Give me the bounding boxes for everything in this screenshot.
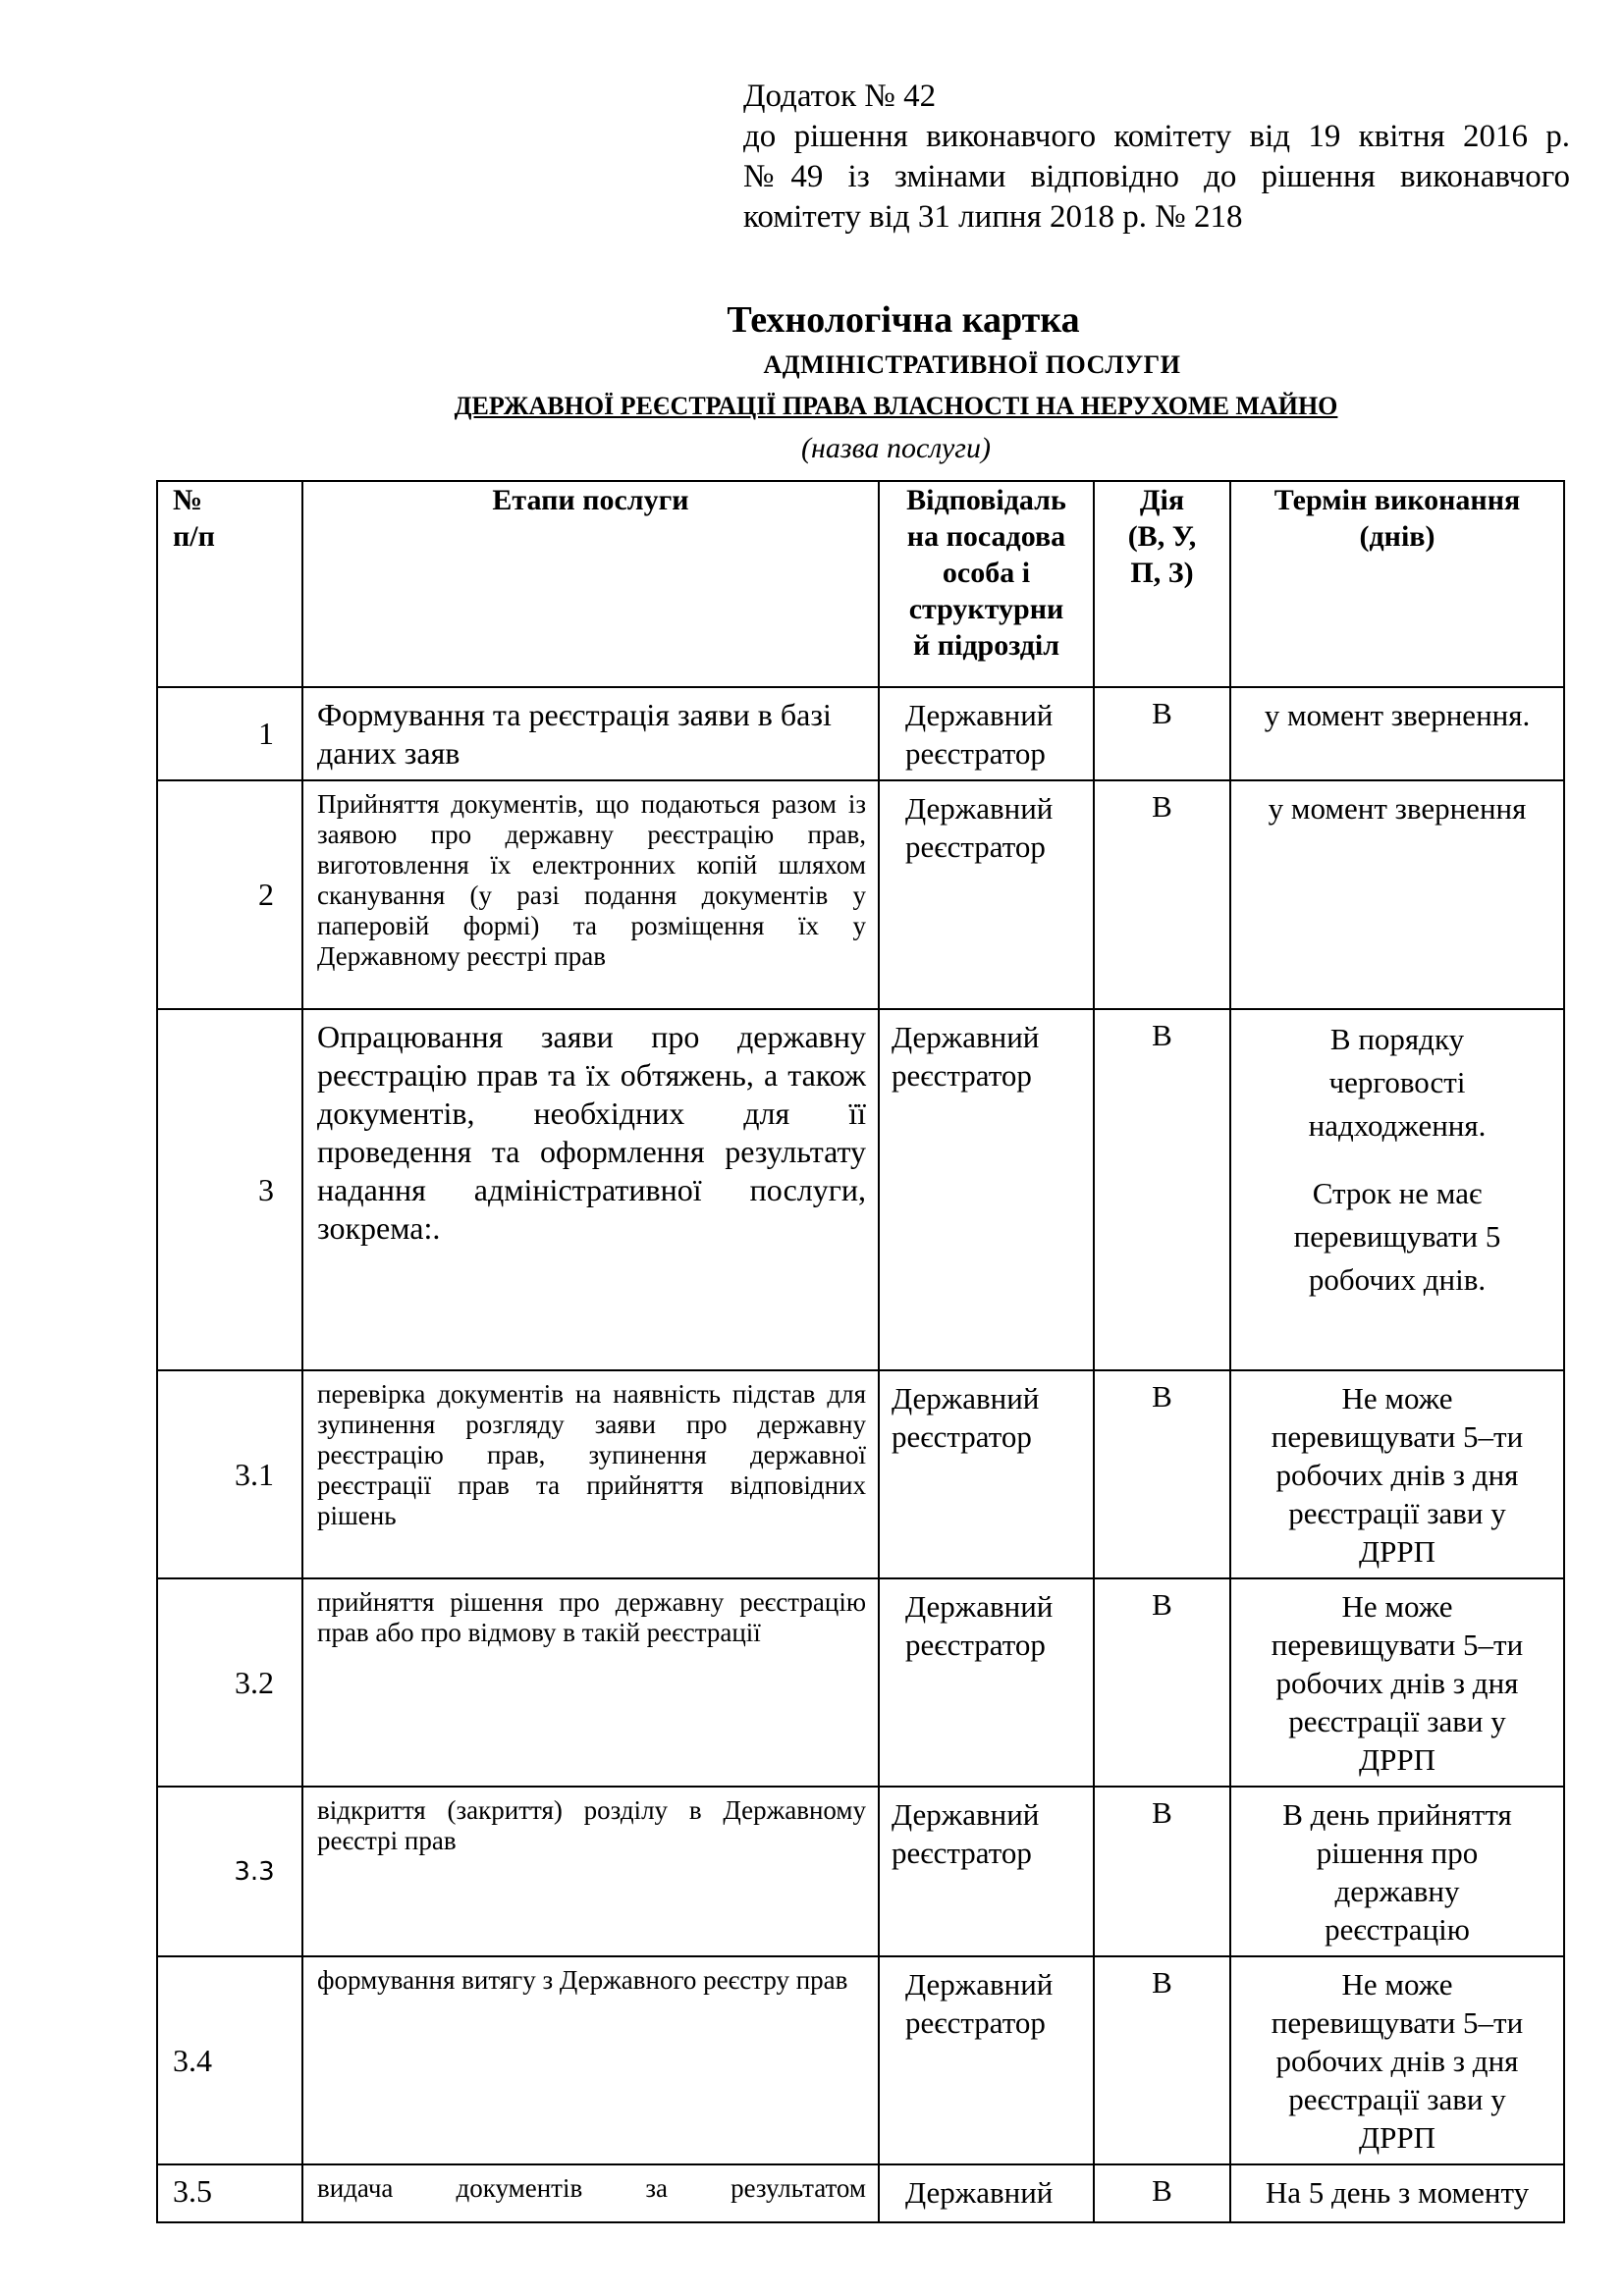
header-responsible-l4: структурни [908,593,1064,625]
row-responsible-l1: Державний [892,1020,1040,1054]
table-row [157,1009,1564,1370]
row-term: у момент звернення [1230,780,1564,1009]
document-subtitle: АДМІНІСТРАТИВНОЇ ПОСЛУГИ [763,350,1181,379]
row-number: 3 [157,1009,302,1370]
header-action-l1: Дія [1139,484,1185,516]
row-responsible [879,687,1094,780]
addendum-block [743,77,1570,238]
row-responsible [879,1009,1094,1370]
row-action: В [1094,687,1230,780]
row-responsible [879,1956,1094,2164]
row-number: 3.2 [157,1578,302,1787]
row-stage: відкриття (закриття) розділу в Державному реєстрі прав [302,1787,879,1956]
row-term: В день прийняття рішення про державну реєстрацію [1230,1787,1564,1956]
row-number: 2 [157,780,302,1009]
row-stage: формування витягу з Державного реєстру прав [302,1956,879,2164]
table-row [157,687,1564,780]
header-action [1094,481,1230,687]
table-row [157,1578,1564,1787]
row-responsible-l1: Державний [905,1589,1054,1624]
row-responsible-l1: Державний [905,698,1054,732]
row-action: В [1094,1956,1230,2164]
row-responsible [879,1787,1094,1956]
header-number [157,481,302,687]
header-stages: Етапи послуги [302,481,879,687]
header-responsible-l3: особа і [942,557,1031,589]
row-action: В [1094,1009,1230,1370]
row-term-order: В порядку черговості надходження. [1308,1022,1487,1143]
row-stage: Формування та реєстрація заяви в базі даних заяв [302,687,879,780]
row-responsible-l1: Державний [892,1381,1040,1415]
header-number-symbol: № [173,484,203,516]
row-responsible-l1: Державний [892,1797,1040,1832]
row-term: Не може перевищувати 5–ти робочих днів з дня реєстрації зави у ДРРП [1230,1956,1564,2164]
table-row [157,780,1564,1009]
row-responsible-l1: Державний [905,2175,1054,2210]
row-number: 3.5 [157,2164,302,2222]
row-responsible-l2: реєстратор [905,736,1046,771]
table-row [157,1956,1564,2164]
row-responsible-l1: Державний [905,1967,1054,2002]
row-action: В [1094,2164,1230,2222]
row-number: 3.1 [157,1370,302,1578]
row-responsible-l2: реєстратор [905,2005,1046,2040]
row-term-limit: Строк не має перевищувати 5 робочих днів. [1293,1176,1501,1297]
header-responsible [879,481,1094,687]
row-responsible [879,780,1094,1009]
row-term: у момент звернення. [1230,687,1564,780]
row-responsible-l1: Державний [905,791,1054,826]
header-responsible-l2: на посадова [906,520,1066,553]
row-term: Не може перевищувати 5–ти робочих днів з дня реєстрації зави у ДРРП [1230,1578,1564,1787]
row-number: 1 [157,687,302,780]
row-action: В [1094,1787,1230,1956]
row-action: В [1094,1370,1230,1578]
table-header-row [157,481,1564,687]
table-row [157,1787,1564,1956]
header-term-l1: Термін виконання [1273,484,1521,516]
addendum-decision-line: до рішення виконавчого комітету від 19 квітня 2016 р. [743,119,1570,154]
row-responsible-l2: реєстратор [892,1419,1032,1454]
row-responsible-l2: реєстратор [892,1058,1032,1093]
header-term-l2: (днів) [1359,520,1435,553]
row-number: 3.4 [157,1956,302,2164]
row-stage: Опрацювання заяви про державну реєстрацію прав та їх обтяжень, а також документів, необхідних для її проведення та оформлення результату надання адміністративної послуги, зокрема:. [302,1009,879,1370]
service-caption: (назва послуги) [801,432,991,464]
header-action-l2: (В, У, [1127,520,1197,553]
table-row [157,1370,1564,1578]
addendum-amendment-line: №49 із змінами відповідно до рішення виконавчого [743,159,1570,194]
row-number: 3.3 [157,1787,302,1956]
row-responsible [879,1370,1094,1578]
row-responsible-l2: реєстратор [892,1836,1032,1870]
row-stage: видача документів за результатом [302,2164,879,2222]
row-stage: прийняття рішення про державну реєстрацію прав або про відмову в такій реєстрації [302,1578,879,1787]
addendum-number: Додаток № 42 [743,79,937,114]
row-responsible-l2: реєстратор [905,829,1046,864]
row-stage: перевірка документів на наявність підстав для зупинення розгляду заяви про державну реєстрацію прав, зупинення державної реєстрації прав та прийняття відповідних рішень [302,1370,879,1578]
header-responsible-l5: й підрозділ [912,629,1060,662]
row-term: На 5 день з моменту [1230,2164,1564,2222]
row-responsible [879,1578,1094,1787]
header-responsible-l1: Відповідаль [906,484,1066,516]
header-term [1230,481,1564,687]
row-responsible-l2: реєстратор [905,1628,1046,1662]
table-row [157,2164,1564,2222]
addendum-date-line: комітету від 31 липня 2018 р. № 218 [743,199,1243,235]
row-action: В [1094,780,1230,1009]
service-name: ДЕРЖАВНОЇ РЕЄСТРАЦІЇ ПРАВА ВЛАСНОСТІ НА НЕРУХОМЕ МАЙНО [454,392,1338,420]
row-action: В [1094,1578,1230,1787]
row-stage: Прийняття документів, що подаються разом із заявою про державну реєстрацію прав, виготовлення їх електронних копій шляхом сканування (у разі подання документів у паперовій формі) та розміщення їх у Державному реєстрі прав [302,780,879,1009]
technology-card-table [156,480,1565,2223]
header-action-l3: П, З) [1130,557,1194,589]
header-number-label: п/п [173,520,215,553]
row-term [1230,1009,1564,1370]
row-term: Не може перевищувати 5–ти робочих днів з дня реєстрації зави у ДРРП [1230,1370,1564,1578]
document-title: Технологічна картка [727,299,1080,341]
row-responsible [879,2164,1094,2222]
